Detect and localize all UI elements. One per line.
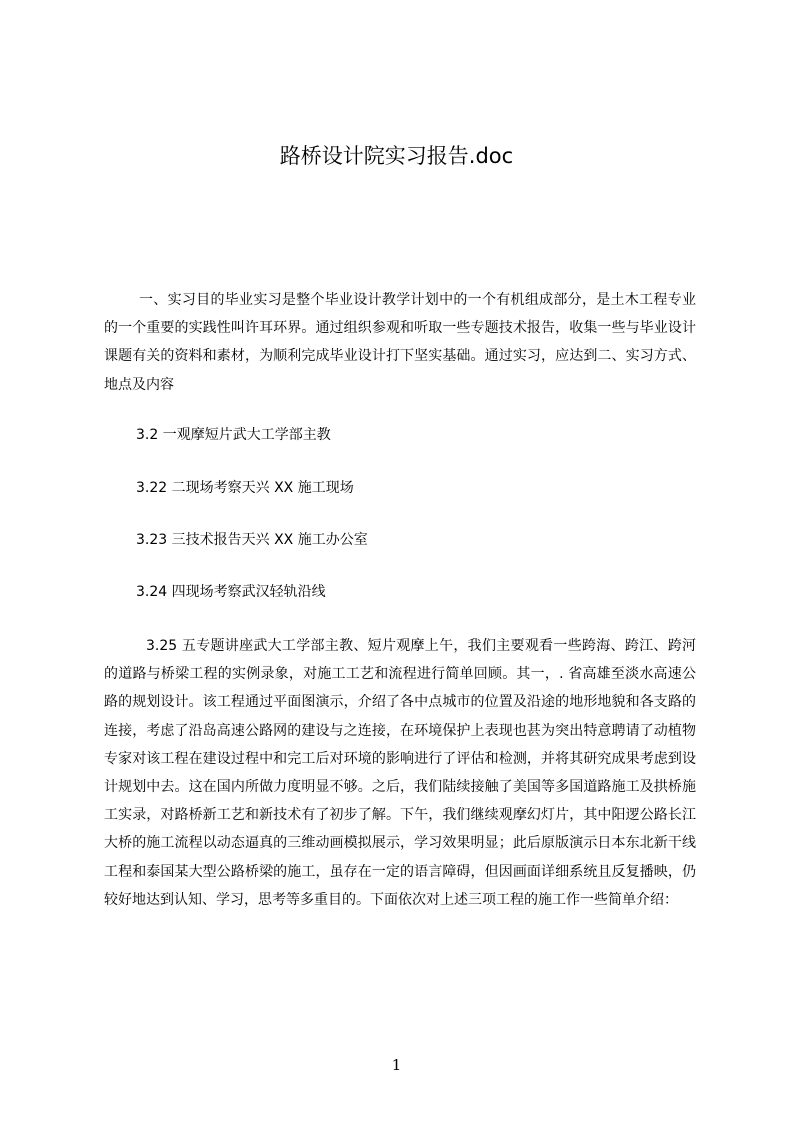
paragraph-lecture-details: 3.25 五专题讲座武大工学部主教、短片观摩上午，我们主要观看一些跨海、跨江、跨河的道路与桥梁工程的实例录象，对施工工艺和流程进行简单回顾。其一，. 省高雄至淡水高速公路的规划设计。该工程通过平面图演示，介绍了各中点城市的位置及沿途的地形地貌和各支路的连接，考虑了沿岛高速公路网的建设与之连接，在环境保护上表现也甚为突出特意聘请了动植物专家对该工程在建设过程中和完工后对环境的影响进行了评估和检测，并将其研究成果考虑到设计规划中去。这在国内所做力度明显不够。之后，我们陆续接触了美国等多国道路施工及拱桥施工实录，对路桥新工艺和新技术有了初步了解。下午，我们继续观摩幻灯片，其中阳逻公路长江大桥的施工流程以动态逼真的三维动画模拟展示，学习效果明显；此后原版演示日本东北新干线工程和泰国某大型公路桥梁的施工，虽存在一定的语言障碍，但因画面详细系统且反复播映，仍较好地达到认知、学习，思考等多重目的。下面依次对上述三项工程的施工作一些简单介绍：: [104, 638, 696, 908]
paragraph-internship-purpose: 一、实习目的毕业实习是整个毕业设计教学计划中的一个有机组成部分，是土木工程专业的一个重要的实践性叫许耳环界。通过组织参观和听取一些专题技术报告，收集一些与毕业设计课题有关的资料和素材，为顺利完成毕业设计打下坚实基础。通过实习，应达到二、实习方式、地点及内容: [104, 292, 696, 393]
list-item-schedule-3: 3.23 三技术报告天兴 XX 施工办公室: [136, 532, 368, 548]
list-item-schedule-1: 3.2 一观摩短片武大工学部主教: [136, 427, 331, 443]
page-number: 1: [391, 1056, 402, 1074]
document-title: 路桥设计院实习报告.doc: [279, 144, 514, 168]
list-item-schedule-2: 3.22 二现场考察天兴 XX 施工现场: [136, 480, 354, 496]
list-item-schedule-4: 3.24 四现场考察武汉轻轨沿线: [136, 584, 326, 600]
